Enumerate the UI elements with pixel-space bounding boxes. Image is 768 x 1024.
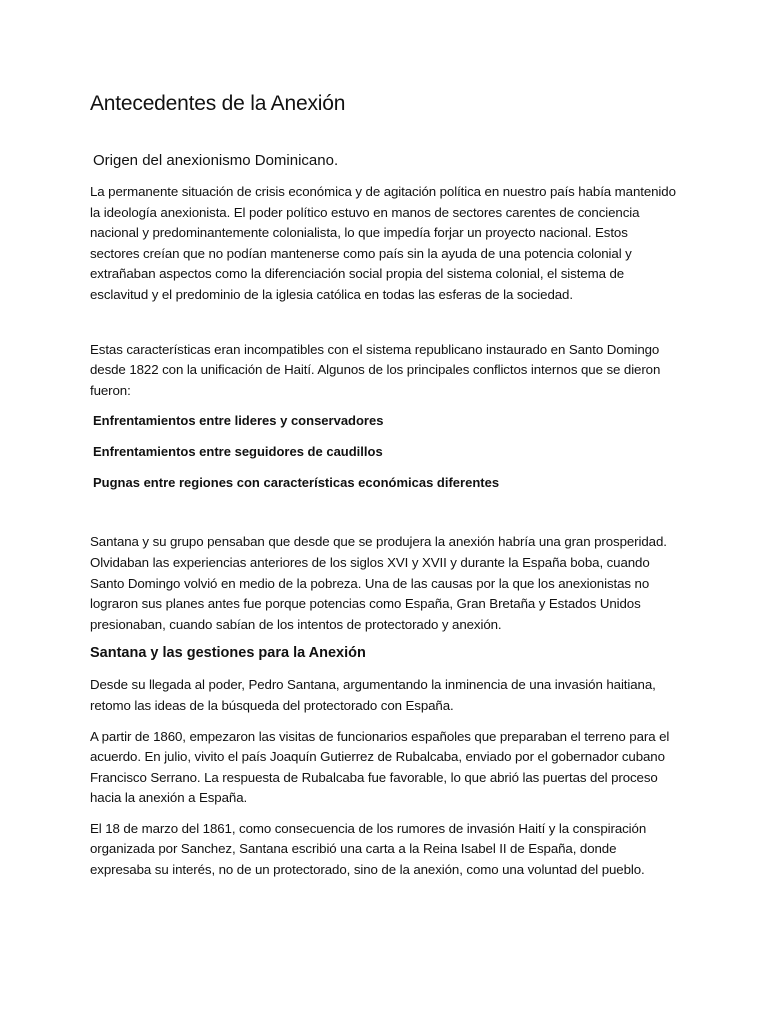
spacer: [90, 316, 680, 340]
paragraph-santana-power: Desde su llegada al poder, Pedro Santana, argumentando la inminencia de una invasión haitiana, retomo las ideas de la búsqueda del protectorado con España.: [90, 677, 656, 713]
document-body: [90, 92, 680, 891]
paragraph-characteristics: Estas características eran incompatibles con el sistema republicano instaurado en Santo Domingo desde 1822 con la unificación de Haití. Algunos de los principales conflictos internos que se dieron fueron:: [90, 341, 661, 398]
section-title-gestiones: Santana y las gestiones para la Anexión: [90, 645, 366, 662]
conflict-item: Pugnas entre regiones con características económicas diferentes: [93, 475, 500, 491]
paragraph-crisis: La permanente situación de crisis económica y de agitación política en nuestro país había mantenido la ideología anexionista. El poder político estuvo en manos de sectores carentes de conciencia nacional y predominantemente colonialista, lo que impedía forjar un proyecto nacional. Estos sectores creían que no podían mantenerse como país sin la ayuda de una potencia colonial y extrañaban aspectos como la diferenciación social propia del sistema colonial, el sistema de esclavitud y el predominio de la iglesia católica en todas las esferas de la sociedad.: [90, 184, 676, 302]
paragraph-1861-letter: El 18 de marzo del 1861, como consecuencia de los rumores de invasión Haití y la conspiración organizada por Sanchez, Santana escribió una carta a la Reina Isabel II de España, donde expresaba su interés, no de un protectorado, sino de la anexión, como una voluntad del pueblo.: [90, 820, 647, 878]
conflict-item: Enfrentamientos entre seguidores de caudillos: [93, 444, 383, 460]
section-subtitle: Origen del anexionismo Dominicano.: [93, 152, 339, 169]
page-title: Antecedentes de la Anexión: [90, 92, 346, 115]
paragraph-santana-group: Santana y su grupo pensaban que desde que se produjera la anexión habría una gran prosperidad. Olvidaban las experiencias anteriores de los siglos XVI y XVII y durante la España boba, cuando Santo Domingo volvió en medio de la pobreza. Una de las causas por la que los anexionistas no lograron sus planes antes fue porque potencias como España, Gran Bretaña y Estados Unidos presionaban, cuando sabían de los intentos de protectorado y anexión.: [90, 534, 667, 632]
conflict-item: Enfrentamientos entre lideres y conservadores: [93, 413, 384, 429]
paragraph-1860-visits: A partir de 1860, empezaron las visitas de funcionarios españoles que preparaban el terreno para el acuerdo. En julio, vivito el país Joaquín Gutierrez de Rubalcaba, enviado por el gobernador cubano Francisco Serrano. La respuesta de Rubalcaba fue favorable, lo que abrió las puertas del proceso hacia la anexión a España.: [90, 728, 670, 806]
spacer: [90, 504, 680, 532]
